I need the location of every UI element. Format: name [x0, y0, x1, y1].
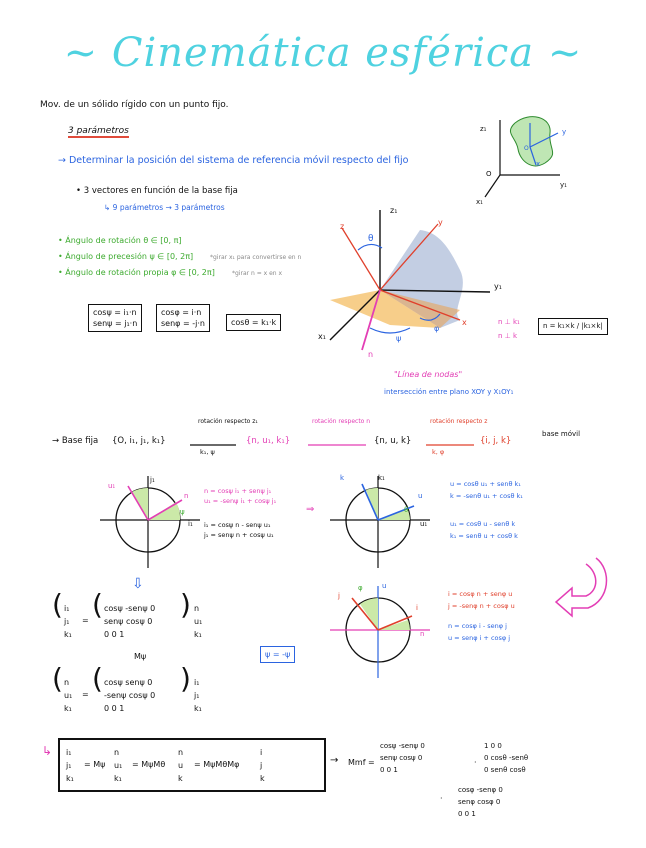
c1-u1-label: u₁ [108, 482, 116, 490]
mmf-m1 [380, 740, 425, 776]
c3-eq3: n = cosφ i - senφ j [448, 622, 507, 630]
c1-j1-label: j₁ [150, 476, 155, 484]
small-o-label: O [486, 170, 492, 178]
final-v1-0: n [114, 748, 120, 757]
c2-k-label: k [340, 474, 345, 482]
c2-k1-label: k₁ [378, 474, 385, 482]
axis-z1-label: z₁ [390, 206, 398, 215]
small-y1-label: y₁ [560, 181, 567, 189]
m1-rhs [194, 602, 202, 641]
m1-equals: = [82, 616, 89, 625]
down-arrow-icon: ⇩ [132, 576, 144, 592]
mmf-m2 [484, 740, 528, 776]
m1-label: Mψ [134, 652, 147, 661]
mmf-m2-0: 1 0 0 [484, 742, 502, 750]
psi-neg-box [260, 646, 295, 663]
mmf-m3-0: cosφ -senφ 0 [458, 786, 503, 794]
small-y-label: y [562, 128, 567, 136]
final-lhs [66, 746, 74, 785]
m2-open: ( [92, 662, 103, 695]
c2-eq4: k₁ = senθ u + cosθ k [450, 532, 518, 540]
axis-n-label: n [368, 350, 374, 359]
final-v2-0: n [178, 748, 184, 757]
m1-rhs-1: u₁ [194, 617, 203, 626]
c1-psi-label: ψ [180, 508, 185, 516]
section-heading: 3 parámetros [68, 126, 129, 136]
c3-i-label: i [416, 604, 418, 612]
set-mobile: {i, j, k} [480, 436, 512, 446]
mmf-dot-1: · [474, 758, 477, 767]
final-v2-2: k [178, 774, 183, 783]
axis-x1-label: x₁ [318, 332, 326, 341]
base-fija-label: → Base fija [52, 436, 99, 446]
c2-u1-label: u₁ [420, 520, 428, 528]
circle-psi-figure [100, 470, 210, 570]
final-eq2: = MψMθ [132, 760, 166, 769]
c2-u-label: u [418, 492, 423, 500]
c3-phi-label: φ [358, 584, 363, 592]
objective-text: → Determinar la posición del sistema de referencia móvil respecto del fijo [58, 155, 409, 166]
m1-lhs-open: ( [52, 588, 63, 621]
axis-y-label: y [438, 218, 443, 227]
mmf-m1-1: senψ cosψ 0 [380, 754, 423, 762]
intersection-note: intersección entre plano XOY y X₁OY₁ [384, 388, 514, 396]
final-arrow-icon: ↳ [42, 744, 53, 758]
proper-note: *girar n = x en x [232, 270, 283, 277]
c2-eq3: u₁ = cosθ u - senθ k [450, 520, 516, 528]
theta-label: θ [368, 234, 374, 244]
m1-rhs-0: n [194, 604, 200, 613]
c1-eq4: j₁ = senψ n + cosψ u₁ [204, 531, 274, 539]
m2-row-0: cosψ senψ 0 [104, 678, 153, 687]
arrow1-bottom: k₁, ψ [200, 448, 215, 456]
set-fixed: {O, i₁, j₁, k₁} [112, 436, 166, 446]
m1-rhs-2: k₁ [194, 630, 202, 639]
mmf-m3 [458, 784, 503, 820]
c1-eq3: i₁ = cosψ n - senψ u₁ [204, 521, 271, 529]
m2-close: ) [180, 662, 191, 695]
box-phi-line2: senφ = -j·n [161, 319, 205, 328]
angle-rotation: • Ángulo de rotación θ ∈ [0, π] [58, 236, 182, 245]
phi-label: φ [434, 324, 440, 333]
c2-theta-label: θ [404, 506, 409, 514]
final-v3-1: j [260, 761, 263, 770]
arrow3-bottom: k, φ [432, 448, 445, 456]
c1-equations-b [204, 520, 274, 540]
final-lhs-2: k₁ [66, 774, 74, 783]
m2-row-2: 0 0 1 [104, 704, 125, 713]
angle-precession: • Ángulo de precesión ψ ∈ [0, 2π] [58, 252, 194, 261]
m2-lhs [64, 676, 72, 715]
m1-row-1: senψ cosψ 0 [104, 617, 153, 626]
c1-equations-a [204, 486, 276, 506]
final-v3 [260, 746, 265, 785]
final-equation-box [58, 738, 326, 792]
c3-eq2: j = -senφ n + cosφ u [448, 602, 515, 610]
box-theta [226, 314, 281, 331]
small-o2-label: O [524, 145, 529, 152]
arrow3-top: rotación respecto z [430, 418, 488, 425]
final-v2 [178, 746, 183, 785]
m1-lhs-1: j₁ [64, 617, 70, 626]
c3-equations-a [448, 588, 515, 612]
mmf-m1-0: cosψ -senψ 0 [380, 742, 425, 750]
m2-rhs [194, 676, 202, 715]
psi-label: ψ [396, 334, 402, 343]
c2-eq2: k = -senθ u₁ + cosθ k₁ [450, 492, 523, 500]
m2-row-1: -senψ cosψ 0 [104, 691, 156, 700]
m2-rows [104, 676, 155, 715]
c3-u-label: u [382, 582, 387, 590]
c3-n-label: n [420, 630, 425, 638]
m2-lhs-0: n [64, 678, 70, 687]
box-phi-line1: cosφ = i·n [161, 308, 202, 317]
box-psi [88, 304, 142, 332]
n-formula-box [538, 318, 608, 335]
c1-i1-label: i₁ [188, 520, 193, 528]
mmf-dot-2: · [440, 794, 443, 803]
c2-eq1: u = cosθ u₁ + senθ k₁ [450, 480, 521, 488]
m1-lhs [64, 602, 72, 641]
m2-rhs-1: j₁ [194, 691, 200, 700]
c3-eq1: i = cosφ n + senφ u [448, 590, 513, 598]
psi-neg: ψ = -ψ [265, 650, 291, 659]
m1-row-2: 0 0 1 [104, 630, 125, 639]
m2-equals: = [82, 690, 89, 699]
final-v2-1: u [178, 761, 184, 770]
final-v1-1: u₁ [114, 761, 123, 770]
axis-x-label: x [462, 318, 467, 327]
m1-lhs-2: k₁ [64, 630, 72, 639]
mmf-m3-2: 0 0 1 [458, 810, 476, 818]
c3-eq4: u = senφ i + cosφ j [448, 634, 511, 642]
box-theta-line: cosθ = k₁·k [231, 318, 277, 327]
axis-y1-label: y₁ [494, 282, 502, 291]
final-arrow: → [330, 755, 339, 766]
m2-lhs-1: u₁ [64, 691, 73, 700]
final-eq3: = MψMθMφ [194, 760, 240, 769]
arrow2-top: rotación respecto n [312, 418, 371, 425]
implies-arrow: ⇒ [306, 504, 315, 515]
c2-equations-b [450, 518, 518, 542]
set-intermediate-2: {n, u, k} [374, 436, 412, 446]
mmf-label: Mmf = [348, 758, 375, 767]
final-eq1: = Mψ [84, 760, 106, 769]
arrow1-top: rotación respecto z₁ [198, 418, 258, 425]
bullet-vectors: • 3 vectores en función de la base fija [76, 186, 238, 196]
m1-close: ) [180, 588, 191, 621]
precession-note: *girar x₁ para convertirse en n [210, 254, 302, 261]
final-v1 [114, 746, 122, 785]
m2-lhs-2: k₁ [64, 704, 72, 713]
perp-n-k: n ⊥ k [498, 332, 518, 340]
small-z1-label: z₁ [480, 125, 487, 133]
final-lhs-1: j₁ [66, 761, 72, 770]
c3-j-label: j [338, 592, 340, 600]
perp-n-k1: n ⊥ k₁ [498, 318, 520, 326]
final-v3-0: i [260, 748, 263, 757]
euler-angles-figure [320, 210, 500, 370]
m2-rhs-2: k₁ [194, 704, 202, 713]
set-intermediate-1: {n, u₁, k₁} [246, 436, 291, 446]
c2-equations-a [450, 478, 523, 502]
final-v3-2: k [260, 774, 265, 783]
pink-curved-arrow [552, 556, 612, 626]
c1-eq2: u₁ = -senψ i₁ + cosψ j₁ [204, 497, 277, 505]
small-x-label: x [536, 160, 541, 168]
intro-text: Mov. de un sólido rígido con un punto fijo. [40, 100, 229, 110]
box-psi-line2: senψ = j₁·n [93, 319, 138, 328]
n-formula: n = k₁×k / |k₁×k| [543, 322, 603, 330]
mmf-m2-1: 0 cosθ -senθ [484, 754, 529, 762]
mmf-m2-2: 0 senθ cosθ [484, 766, 526, 774]
m2-lhs-open: ( [52, 662, 63, 695]
mmf-m3-1: senφ cosφ 0 [458, 798, 501, 806]
base-movil-label: base móvil [542, 430, 581, 438]
m1-rows [104, 602, 155, 641]
box-psi-line1: cosψ = i₁·n [93, 308, 137, 317]
axis-z-label: z [340, 222, 345, 231]
chain-arrows [190, 440, 590, 450]
page-title: ~ Cinemática esférica ~ [63, 30, 583, 76]
c1-n-label: n [184, 492, 189, 500]
angle-proper: • Ángulo de rotación propia φ ∈ [0, 2π] [58, 268, 215, 277]
c1-eq1: n = cosψ i₁ + senψ j₁ [204, 487, 272, 495]
final-lhs-0: i₁ [66, 748, 72, 757]
line-of-nodes-label: "Línea de nodas" [394, 370, 463, 379]
mmf-m1-2: 0 0 1 [380, 766, 398, 774]
final-v1-2: k₁ [114, 774, 122, 783]
small-x1-label: x₁ [476, 198, 483, 206]
m1-open: ( [92, 588, 103, 621]
c3-equations-b [448, 620, 510, 644]
bullet-params: ↳ 9 parámetros → 3 parámetros [104, 203, 225, 212]
m2-rhs-0: i₁ [194, 678, 200, 687]
m1-lhs-0: i₁ [64, 604, 70, 613]
box-phi [156, 304, 210, 332]
m1-row-0: cosψ -senψ 0 [104, 604, 156, 613]
